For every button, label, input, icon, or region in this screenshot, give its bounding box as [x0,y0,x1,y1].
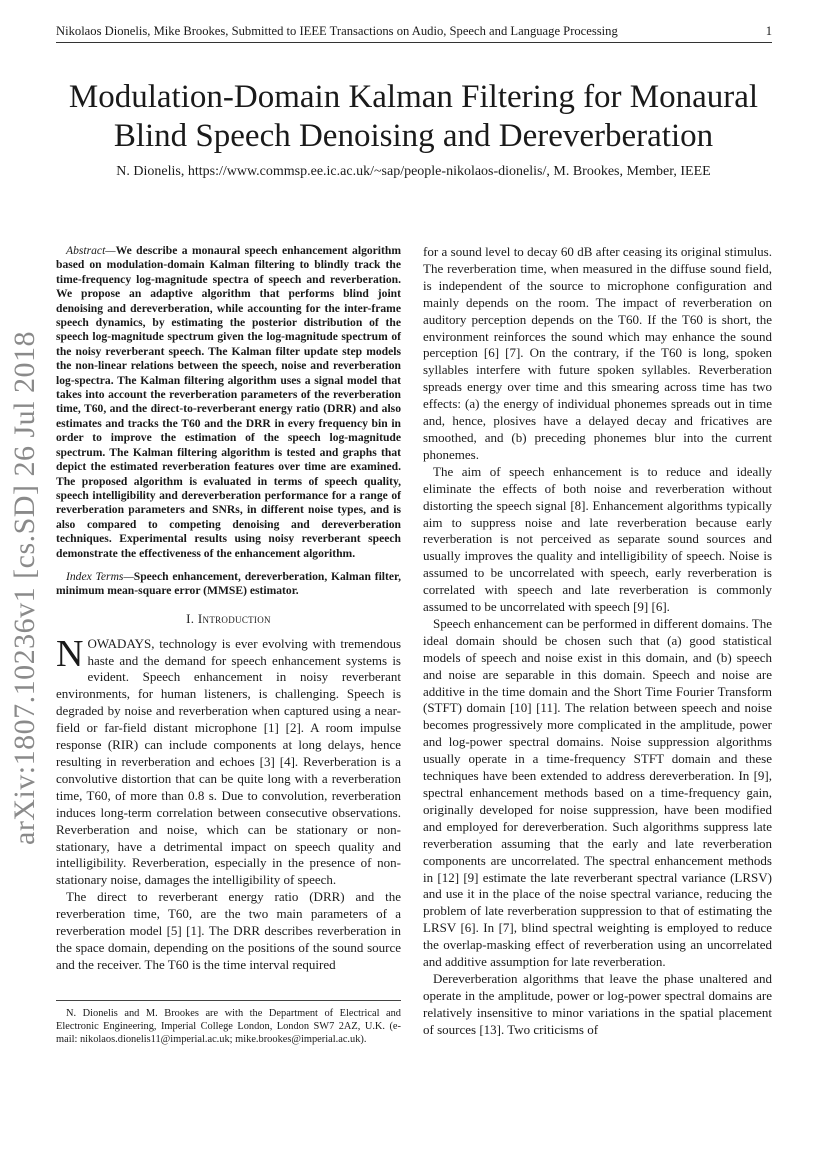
intro-paragraph-1-text: technology is ever evolving with tremendous haste and the demand for speech enhancement systems is evident. Speech enhancement in noisy reverberant environments, for human listeners, is challenging. Speech is degraded by noise and reverberation when captured using a near-field or far-field distant microphone [1] [2]. A room impulse response (RIR) can include components at long delays, hence resulting in reverberation and echoes [3] [4]. Reverberation is a convolutive distortion that can be quite long with a reverberation time, T60, of more than 0.8 s. Due to convolution, reverberation induces long-term correlation between consecutive observations. Reverberation and noise, which can be stationary or non-stationary, have a detrimental impact on speech quality and intelligibility. Reverberation, especially in the presence of non-stationary noise, damages the intelligibility of speech. [56,635,401,888]
right-paragraph-4: Dereverberation algorithms that leave the phase unaltered and operate in the amplitude, power or log-power spectral domains are relatively insensitive to minor variations in the spatial placement of sources [13]. Two criticisms of [423,970,772,1037]
section-heading-introduction: I. Introduction [186,610,271,626]
left-column [56,244,401,974]
intro-paragraph-1 [56,632,401,890]
author-line: N. Dionelis, https://www.commsp.ee.ic.ac.uk/~sap/people-nikolaos-dionelis/, M. Brookes, Member, IEEE [116,164,711,179]
index-terms-label: Index Terms— [66,569,134,583]
intro-paragraph-2: The direct to reverberant energy ratio (DRR) and the reverberation time, T60, are the two main parameters of a reverberation model [5] [1]. The DRR describes reverberation in the space domain, depending on the positions of the sound source and the receiver. The T60 is the time interval required [56,889,401,972]
abstract-text: We describe a monaural speech enhancement algorithm based on modulation-domain Kalman filtering to blindly track the time-frequency log-magnitude spectra of speech and reverberation. We propose an adaptive algorithm that performs blind joint denoising and dereverberation, while accounting for the inter-frame speech dynamics, by estimating the posterior distribution of the speech log-magnitude spectrum given the log-magnitude spectrum of the noisy reverberant speech. The Kalman filter update step models the non-linear relations between the speech, noise and reverberation log-spectra. The Kalman filtering algorithm uses a signal model that takes into account the reverberation parameters of the reverberation time, T60, and the direct-to-reverberant energy ratio (DRR) and also estimates and tracks the T60 and the DRR in every frequency bin in order to improve the estimation of the speech log-magnitude spectrum. The Kalman filtering algorithm is tested and graphs that depict the estimated reverberation features over time are examined. The proposed algorithm is evaluated in terms of speech quality, speech intelligibility and dereverberation performance for a range of reverberation parameters and SNRs, in different noise types, and is also compared to competing denoising and dereverberation techniques. Experimental results using noisy reverberant speech demonstrate the effectiveness of the enhancement algorithm. [56,244,401,560]
footnote-text: N. Dionelis and M. Brookes are with the Department of Electrical and Electronic Engineering, Imperial College London, London SW7 2AZ, U.K. (e-mail: nikolaos.dionelis11@imperial.ac.uk; mike.brookes@imperial.ac.uk). [56,1008,401,1045]
author-footnote [56,1000,401,1046]
paper-title: Modulation-Domain Kalman Filtering for Monaural Blind Speech Denoising and Dereverberation [68,79,759,154]
right-column [423,244,772,1039]
running-title: Nikolaos Dionelis, Mike Brookes, Submitted to IEEE Transactions on Audio, Speech and Language Processing [56,24,618,38]
page-number: 1 [765,24,772,38]
abstract-label: Abstract— [66,244,116,257]
right-paragraph-1: for a sound level to decay 60 dB after ceasing its original stimulus. The reverberation time, when measured in the diffuse sound field, is independent of the source to microphone configuration and mainly depends on the room. The impact of reverberation on auditory perception depends on the T60. If the T60 is short, the environment reinforces the sound which may enhance the sound perception [6] [7]. On the contrary, if the T60 is long, spoken syllables interfere with future spoken syllables. Reverberation spreads energy over time and this smearing across time has two effects: (a) the energy of individual phonemes spreads out in time and, hence, plosives have a delayed decay and fricatives are smoothed, and (b) preceding phonemes blur into the current phonemes. [423,244,772,462]
dropcap: N [56,632,84,675]
index-terms [56,570,401,599]
abstract [56,244,401,561]
right-paragraph-2: The aim of speech enhancement is to reduce and ideally eliminate the effects of both noise and reverberation without distorting the speech signal [8]. Enhancement algorithms typically aim to suppress noise and late reverberation because early reverberation is not perceived as separate sound sources and usually improves the quality and intelligibility of speech. Noise is assumed to be uncorrelated with speech, early reverberation is correlated with speech and late reverberation is commonly assumed to be uncorrelated with speech [9] [6]. [423,463,772,615]
right-paragraph-3: Speech enhancement can be performed in different domains. The ideal domain should be chosen such that (a) good statistical models of speech and noise exist in this domain, and (b) speech and noise are separable in this domain. Speech and noise are additive in the time domain and the Short Time Fourier Transform (STFT) domain [10] [11]. The relation between speech and noise becomes progressively more complicated in the amplitude, power and log-power spectral domains. Noise suppression algorithms usually operate in a time-frequency STFT domain and these techniques have been extended to address dereverberation. In [9], spectral enhancement methods based on a time-frequency gain, originally developed for noise suppression, have been modified and employed for dereverberation. Such algorithms suppress late reverberation assuming that the early and late reverberation components are uncorrelated. The spectral enhancement methods in [12] [9] estimate the late reverberant spectral variance (LRSV) and use it in the place of the noise spectral variance, reducing the problem of late reverberation suppression to that of estimating the LRSV [6]. In [7], blind spectral weighting is employed to reduce the overlap-masking effect of reverberation using an uncorrelated and additive assumption for late reverberation. [423,615,772,970]
dropcap-word: OWADAYS, [87,635,155,651]
running-header [56,24,772,43]
arxiv-stamp: arXiv:1807.10236v1 [cs.SD] 26 Jul 2018 [8,331,41,845]
index-terms-text: Speech enhancement, dereverberation, Kalman filter, minimum mean-square error (MMSE) estimator. [56,569,401,598]
